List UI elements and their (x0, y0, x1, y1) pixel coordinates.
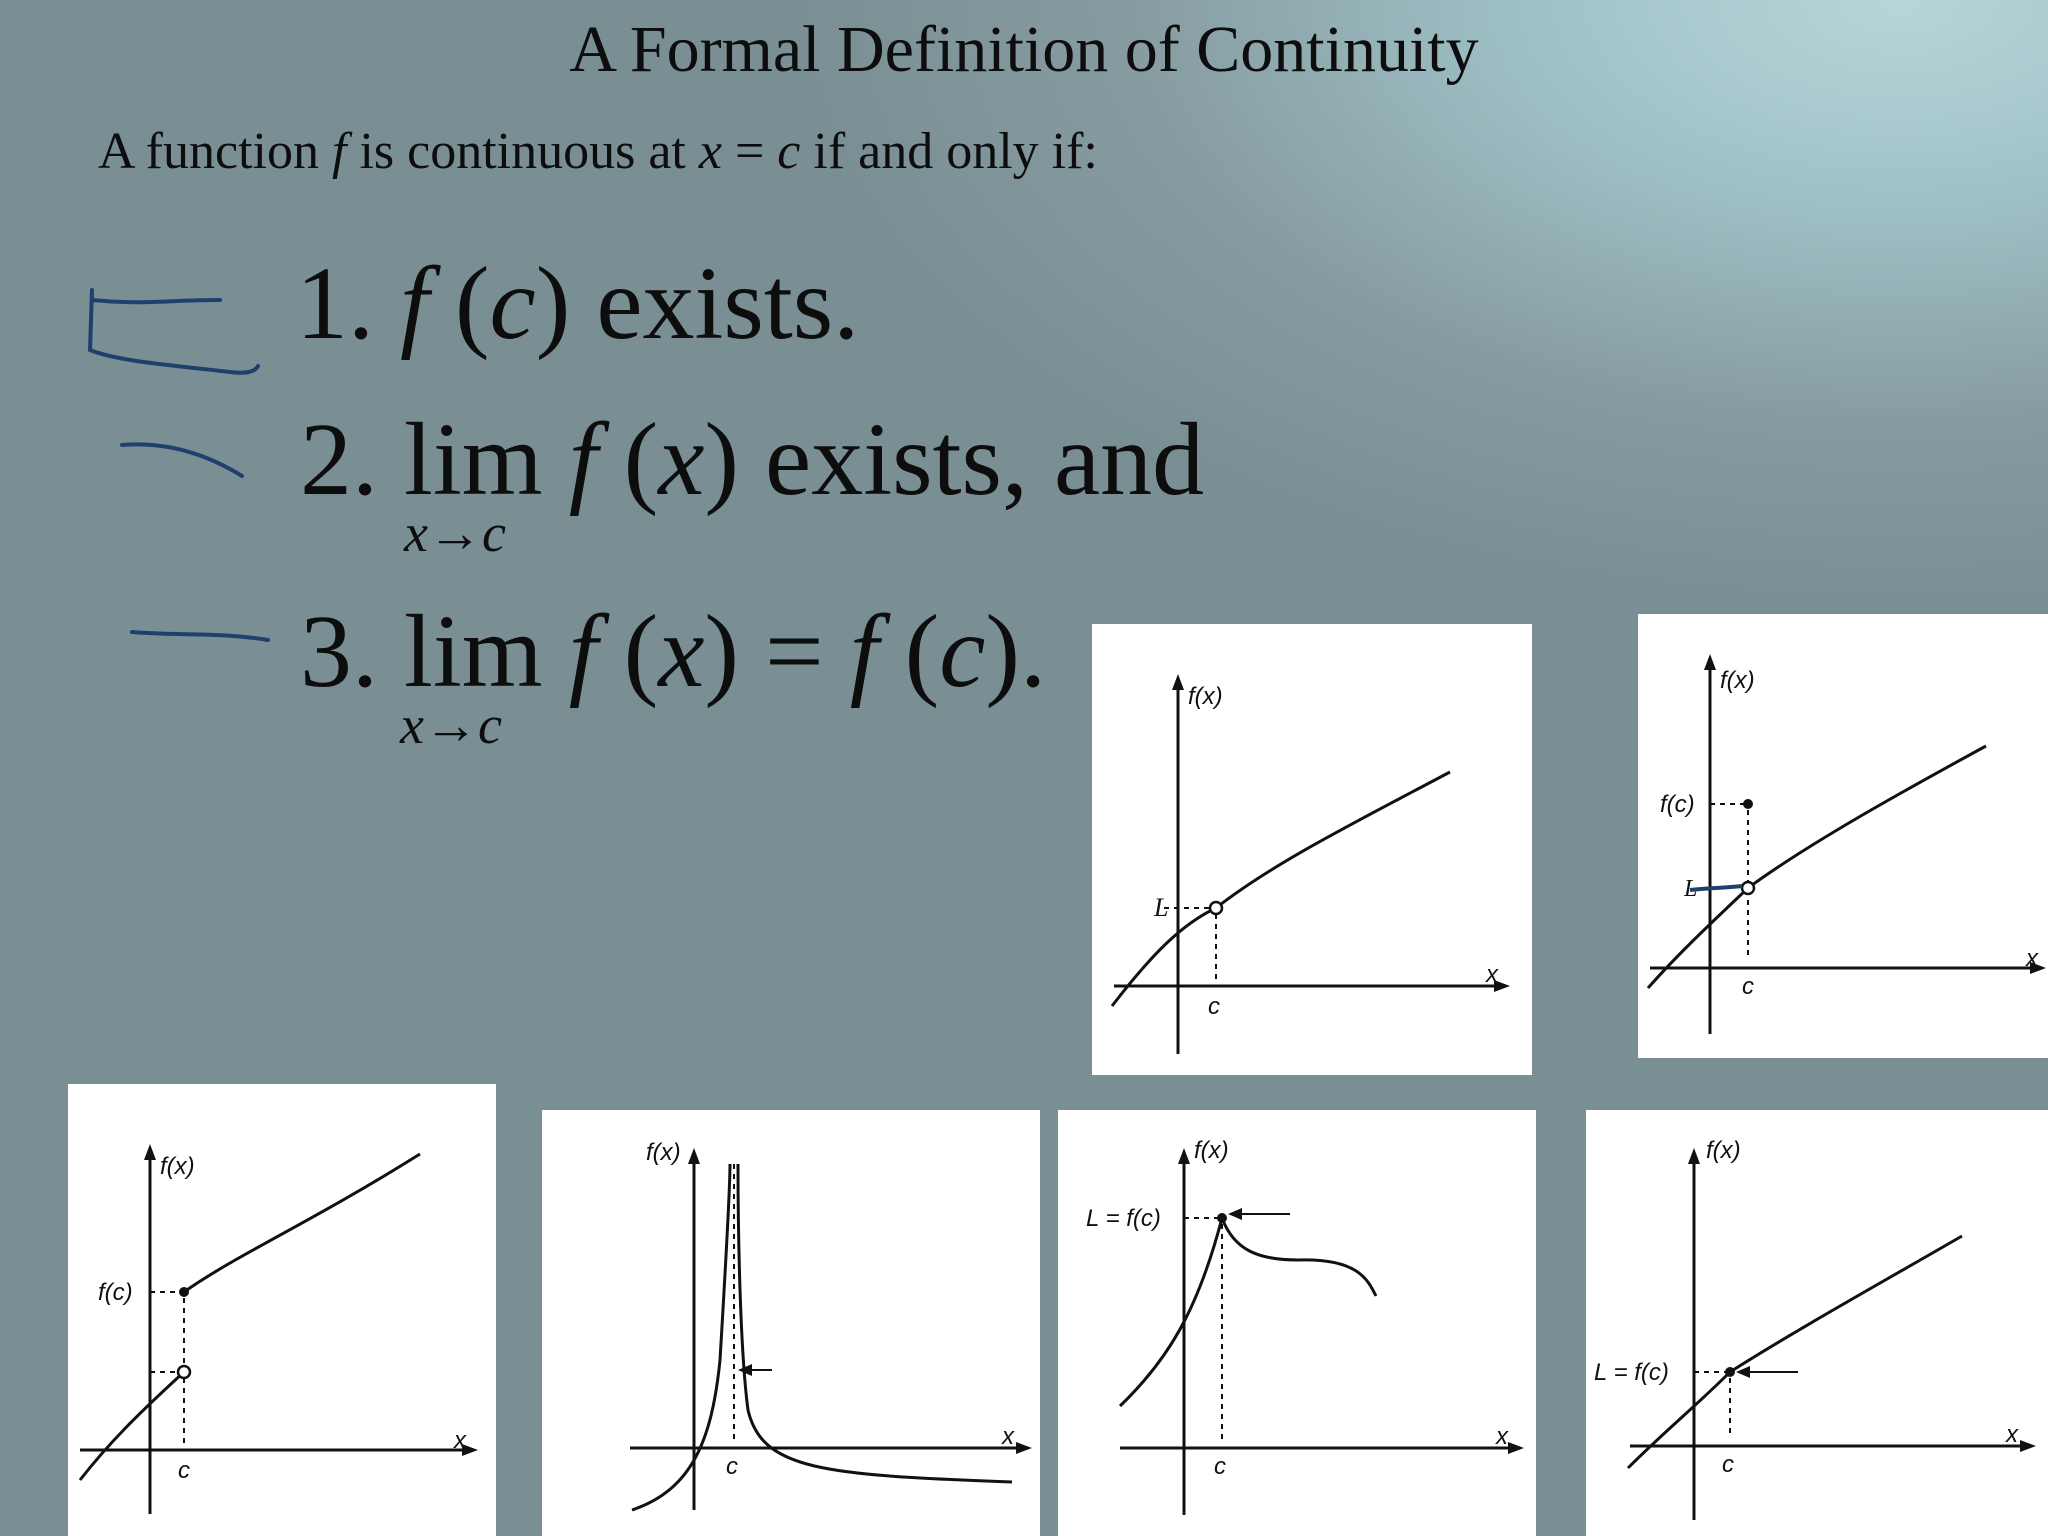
axis-label-c: c (1214, 1453, 1226, 1480)
graph-panel-corner (1058, 1110, 1536, 1536)
condition-3-limit-subscript: x→c (400, 695, 502, 755)
axis-label-c: c (726, 1453, 738, 1480)
slide-title: A Formal Definition of Continuity (569, 13, 1479, 86)
axis-label-fx: f(x) (1188, 683, 1223, 710)
axis-label-fx: f(x) (646, 1139, 681, 1166)
intro-statement: A function f is continuous at x = c if and only if: (98, 123, 1098, 180)
label-L: L (1684, 876, 1698, 902)
graph-panel-displaced-point (1638, 614, 2048, 1058)
axis-label-c: c (1722, 1451, 1734, 1478)
axis-label-fx: f(x) (1720, 667, 1755, 694)
axis-label-x: x (2026, 945, 2038, 972)
axis-label-fx: f(x) (160, 1153, 195, 1180)
axis-label-fx: f(x) (1194, 1137, 1229, 1164)
condition-3: 3. lim f (x) = f (c). (300, 594, 1047, 709)
condition-2-limit-subscript: x→c (404, 503, 506, 563)
axis-label-x: x (1496, 1423, 1508, 1450)
ink-dash-2 (122, 444, 242, 476)
graph-panel-removable-hole (1092, 624, 1532, 1075)
label-L-eq-fc: L = f(c) (1086, 1205, 1161, 1232)
label-L: L (1154, 893, 1169, 922)
axis-label-c: c (178, 1457, 190, 1484)
label-L-eq-fc: L = f(c) (1594, 1359, 1669, 1386)
axis-label-x: x (454, 1427, 466, 1454)
axis-label-c: c (1208, 993, 1220, 1020)
axis-label-x: x (2006, 1421, 2018, 1448)
label-fc: f(c) (1660, 791, 1695, 818)
ink-dash-3 (132, 632, 268, 640)
graph-panel-asymptote (542, 1110, 1040, 1536)
graph-panel-continuous (1586, 1110, 2048, 1536)
condition-2: 2. lim f (x) exists, and (300, 402, 1205, 517)
axis-label-c: c (1742, 973, 1754, 1000)
axis-label-x: x (1486, 961, 1498, 988)
condition-1: 1. f (c) exists. (296, 246, 860, 361)
label-fc: f(c) (98, 1279, 133, 1306)
graph-panel-jump (68, 1084, 496, 1536)
ink-bracket-1 (90, 290, 258, 373)
axis-label-x: x (1002, 1423, 1014, 1450)
axis-label-fx: f(x) (1706, 1137, 1741, 1164)
